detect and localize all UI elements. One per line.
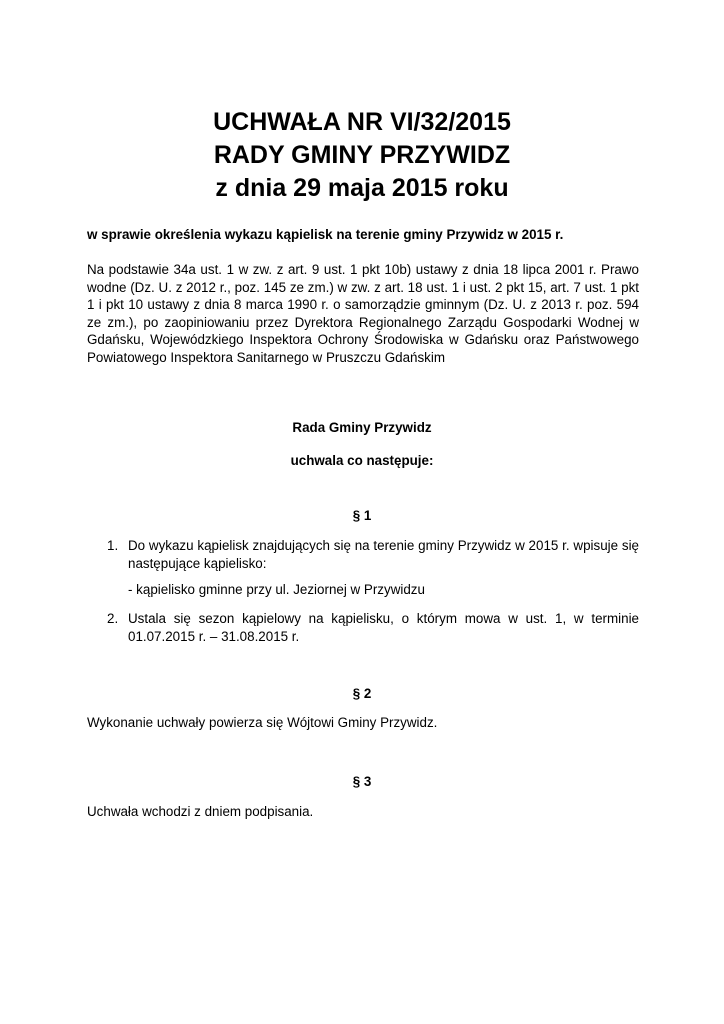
title-line-2: RADY GMINY PRZYWIDZ bbox=[213, 141, 511, 169]
list-item-number: 2. bbox=[107, 611, 119, 626]
document-title bbox=[0, 106, 724, 205]
council-name: Rada Gminy Przywidz bbox=[292, 420, 432, 435]
resolves-statement: uchwala co następuje: bbox=[290, 453, 434, 468]
section-2-heading: § 2 bbox=[352, 686, 372, 701]
legal-basis-paragraph: Na podstawie 34a ust. 1 w zw. z art. 9 ust. 1 pkt 10b) ustawy z dnia 18 lipca 2001 r. Prawo wodne (Dz. U. z 2012 r., poz. 145 ze zm.) w zw. z art. 18 ust. 1 i ust. 2 pkt 15, art. 7 ust. 1 pkt 1 i pkt 10 ustawy z dnia 8 marca 1990 r. o samorządzie gminnym (Dz. U. z 2013 r. poz. 594 ze zm.), po zaopiniowaniu przez Dyrektora Regionalnego Zarządu Gospodarki Wodnej w Gdańsku, Wojewódzkiego Inspektora Ochrony Środowiska w Gdańsku oraz Państwowego Powiatowego Inspektora Sanitarnego w Pruszczu Gdańskim bbox=[87, 262, 639, 365]
title-line-1: UCHWAŁA NR VI/32/2015 bbox=[213, 108, 511, 136]
list-item-text: Ustala się sezon kąpielowy na kąpielisku, o którym mowa w ust. 1, w terminie 01.07.2015 r. – 31.08.2015 r. bbox=[128, 611, 639, 644]
section-1-heading: § 1 bbox=[352, 508, 372, 523]
resolution-subject: w sprawie określenia wykazu kąpielisk na terenie gminy Przywidz w 2015 r. bbox=[87, 227, 564, 242]
bathing-site-entry: - kąpielisko gminne przy ul. Jeziornej w Przywidzu bbox=[128, 582, 425, 597]
list-item-text: Do wykazu kąpielisk znajdujących się na terenie gminy Przywidz w 2015 r. wpisuje się następujące kąpielisko: bbox=[128, 538, 639, 571]
title-line-3: z dnia 29 maja 2015 roku bbox=[215, 174, 509, 202]
list-item bbox=[87, 537, 639, 572]
list-item-number: 1. bbox=[107, 538, 119, 553]
list-item bbox=[87, 610, 639, 645]
section-3-heading: § 3 bbox=[352, 774, 372, 789]
section-2-text: Wykonanie uchwały powierza się Wójtowi Gminy Przywidz. bbox=[87, 715, 438, 730]
section-3-text: Uchwała wchodzi z dniem podpisania. bbox=[87, 804, 314, 819]
